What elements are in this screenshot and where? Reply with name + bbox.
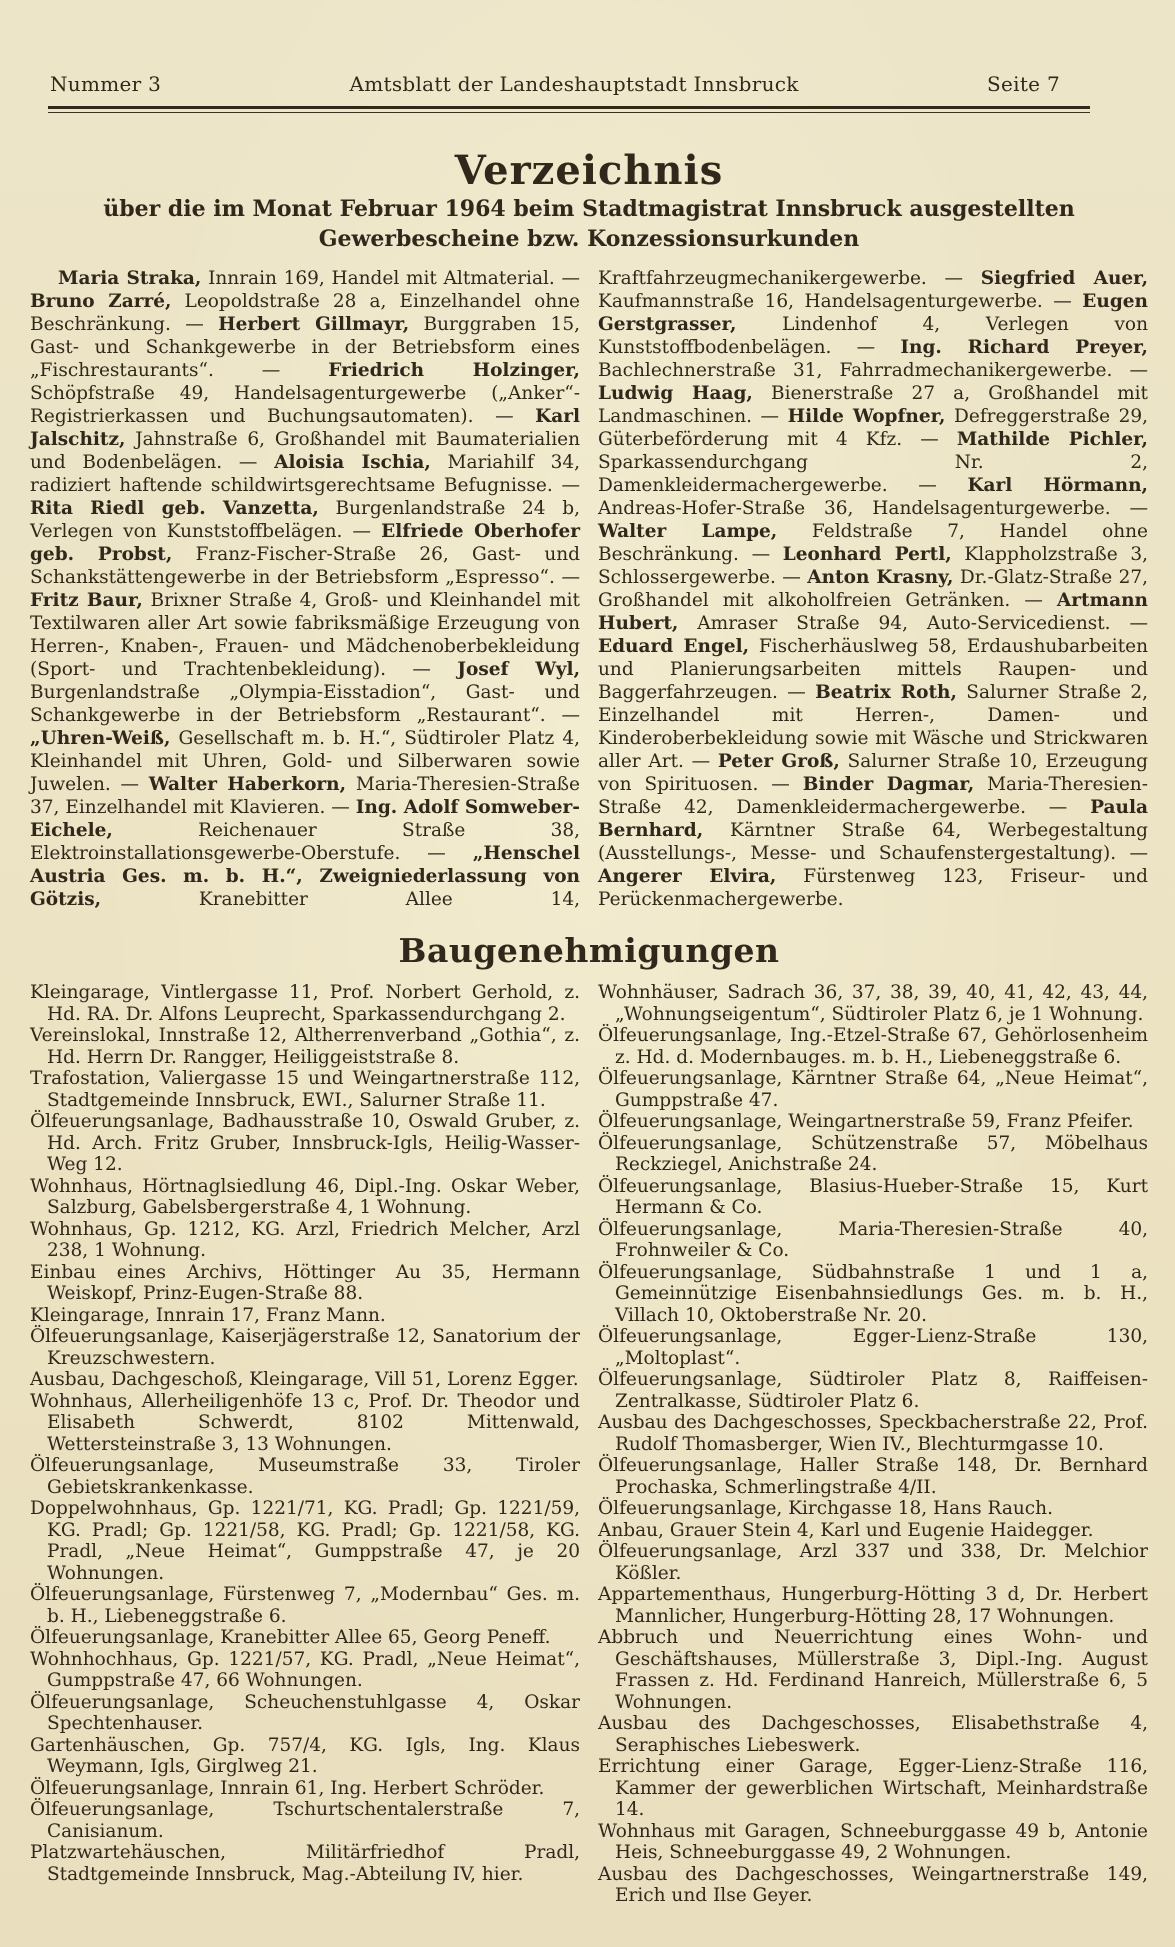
entry-name: Karl Jalschitz, (30, 406, 580, 450)
permit-item: Ölfeuerungsanlage, Haller Straße 148, Dr. Bernhard Prochaska, Schmerlingstraße 4/II. (598, 1455, 1148, 1498)
permit-item: Ausbau, Dachgeschoß, Kleingarage, Vill 51, Lorenz Egger. (30, 1369, 579, 1390)
directory-entries (30, 267, 1148, 911)
entry-name: Friedrich Holzinger, (328, 360, 580, 381)
journal-title: Amtsblatt der Landeshauptstadt Innsbruck (349, 72, 799, 96)
permit-item: Ölfeuerungsanlage, Tschurtschentalerstraße 7, Canisianum. (30, 1799, 580, 1842)
entry-name: Paula Bernhard, (598, 797, 1149, 841)
entry-name: „Henschel Austria Ges. m. b. H.“, Zweigniederlassung von Götzis, (30, 843, 580, 910)
entry-name: Bruno Zarré, (30, 291, 172, 312)
entry-name: Anton Krasny, (807, 567, 954, 588)
permit-item: Ölfeuerungsanlage, Innrain 61, Ing. Herbert Schröder. (30, 1777, 545, 1799)
entry-name: Eduard Engel, (598, 636, 750, 657)
entry-name: Leonhard Pertl, (782, 544, 952, 565)
entry-name: Rita Riedl geb. Vanzetta, (30, 498, 319, 519)
permits-section (30, 931, 1148, 1907)
permits-title: Baugenehmigungen (398, 931, 780, 970)
permit-item: Ölfeuerungsanlage, Blasius-Hueber-Straße 15, Kurt Hermann & Co. (598, 1175, 1148, 1218)
permit-item: Wohnhaus, Allerheiligenhöfe 13 c, Prof. Dr. Theodor und Elisabeth Schwerdt, 8102 Mittenwald, Wettersteinstraße 3, 13 Wohnungen. (30, 1390, 580, 1455)
permit-item: Ölfeuerungsanlage, Fürstenweg 7, „Modernbau“ Ges. m. b. H., Liebeneggstraße 6. (30, 1584, 580, 1627)
permit-item: Ölfeuerungsanlage, Egger-Lienz-Straße 130, „Moltoplast“. (598, 1326, 1148, 1369)
issue-number: Nummer 3 (50, 72, 162, 96)
permit-item: Gartenhäuschen, Gp. 757/4, KG. Igls, Ing. Klaus Weymann, Igls, Girglweg 21. (30, 1734, 580, 1777)
entry-name: Peter Groß, (717, 751, 840, 772)
directory-title: Verzeichnis (454, 147, 724, 194)
permit-item: Trafostation, Valiergasse 15 und Weingartnerstraße 112, Stadtgemeinde Innsbruck, EWI., Salurner Straße 11. (30, 1068, 580, 1111)
permit-item: Ölfeuerungsanlage, Kirchgasse 18, Hans Rauch. (598, 1498, 1053, 1519)
permit-item: Ölfeuerungsanlage, Scheuchenstuhlgasse 4, Oskar Spechtenhauser. (30, 1691, 580, 1734)
permit-item: Wohnhochhaus, Gp. 1221/57, KG. Pradl, „Neue Heimat“, Gumppstraße 47, 66 Wohnungen. (30, 1648, 580, 1691)
permit-item: Wohnhaus mit Garagen, Schneeburggasse 49 b, Antonie Heis, Schneeburggasse 49, 2 Wohnungen. (598, 1820, 1148, 1863)
permit-item: Ausbau des Dachgeschosses, Weingartnerstraße 149, Erich und Ilse Geyer. (598, 1863, 1148, 1906)
permit-item: Kleingarage, Vintlergasse 11, Prof. Norbert Gerhold, z. Hd. RA. Dr. Alfons Leuprecht, Sparkassendurchgang 2. (30, 982, 580, 1025)
permit-item: Wohnhaus, Hörtnaglsiedlung 46, Dipl.-Ing. Oskar Weber, Salzburg, Gabelsbergerstraße 4, 1 Wohnung. (30, 1175, 580, 1218)
entry-name: Josef Wyl, (457, 659, 581, 680)
entry-name: Eugen Gerstgrasser, (598, 291, 1148, 335)
entry-name: Ludwig Haag, (598, 383, 753, 404)
entry-name: Siegfried Auer, (980, 268, 1149, 289)
permit-item: Doppelwohnhaus, Gp. 1221/71, KG. Pradl; Gp. 1221/59, KG. Pradl; Gp. 1221/58, KG. Pradl; Gp. 1221/58, KG. Pradl, „Neue Heimat“, Gumppstraße 47, je 20 Wohnungen. (30, 1498, 580, 1584)
directory-paragraph: Maria Straka, Innrain 169, Handel mit Altmaterial. — Bruno Zarré, Leopoldstraße 28 a, Einzelhandel ohne Beschränkung. — Herbert Gillmayr, Burggraben 15, Gast- und Schankgewerbe in der Betriebsform eines „Fischrestaurants“. — Friedrich Holzinger, Schöpfstraße 49, Handelsagenturgewerbe („Anker“-Registrierkassen und Buchungsautomaten). — Karl Jalschitz, Jahnstraße 6, Großhandel mit Baumaterialien und Bodenbelägen. — Aloisia Ischia, Mariahilf 34, radiziert haftende schildwirtsgerechtsame Befugnisse. — Rita Riedl geb. Vanzetta, Burgenlandstraße 24 b, Verlegen von Kunststoffbelägen. — Elfriede Oberhofer geb. Probst, Franz-Fischer-Straße 26, Gast- und Schankstättengewerbe in der Betriebsform „Espresso“. — Fritz Baur, Brixner Straße 4, Groß- und Kleinhandel mit Textilwaren aller Art sowie fabriksmäßige Erzeugung von Herren-, Knaben-, Frauen- und Mädchenoberbekleidung (Sport- und Trachtenbekleidung). — Josef Wyl, Burgenlandstraße „Olympia-Eisstadion“, Gast- und Schankgewerbe in der Betriebsform „Restaurant“. — „Uhren-Weiß, Gesellschaft m. b. H.“, Südtiroler Platz 4, Kleinhandel mit Uhren, Gold- und Silberwaren sowie Juwelen. — Walter Haberkorn, Maria-Theresien-Straße 37, Einzelhandel mit Klavieren. — Ing. Adolf Somweber-Eichele, Reichenauer Straße 38, Elektroinstallationsgewerbe-Oberstufe. — „Henschel Austria Ges. m. b. H.“, Zweigniederlassung von Götzis, Kranebitter Allee 14, Kraftfahrzeugmechanikergewerbe. — Siegfried Auer, Kaufmannstraße 16, Handelsagenturgewerbe. — Eugen Gerstgrasser, Lindenhof 4, Verlegen von Kunststoffbodenbelägen. — Ing. Richard Preyer, Bachlechnerstraße 31, Fahrradmechanikergewerbe. — Ludwig Haag, Bienerstraße 27 a, Großhandel mit Landmaschinen. — Hilde Wopfner, Defreggerstraße 29, Güterbeförderung mit 4 Kfz. — Mathilde Pichler, Sparkassendurchgang Nr. 2, Damenkleidermachergewerbe. — Karl Hörmann, Andreas-Hofer-Straße 36, Handelsagenturgewerbe. — Walter Lampe, Feldstraße 7, Handel ohne Beschränkung. — Leonhard Pertl, Klappholzstraße 3, Schlossergewerbe. — Anton Krasny, Dr.-Glatz-Straße 27, Großhandel mit alkoholfreien Getränken. — Artmann Hubert, Amraser Straße 94, Auto-Servicedienst. — Eduard Engel, Fischerhäuslweg 58, Erdaushubarbeiten und Planierungsarbeiten mittels Raupen- und Baggerfahrzeugen. — Beatrix Roth, Salurner Straße 2, Einzelhandel mit Herren-, Damen- und Kinderoberbekleidung sowie mit Wäsche und Strickwaren aller Art. — Peter Groß, Salurner Straße 10, Erzeugung von Spirituosen. — Binder Dagmar, Maria-Theresien-Straße 42, Damenkleidermachergewerbe. — Paula Bernhard, Kärntner Straße 64, Werbegestaltung (Ausstellungs-, Messe- und Schaufenstergestaltung). — Angerer Elvira, Fürstenweg 123, Friseur- und Perückenmachergewerbe. (30, 268, 1149, 910)
permit-item: Ölfeuerungsanlage, Maria-Theresien-Straße 40, Frohnweiler & Co. (598, 1218, 1148, 1261)
permit-item: Kleingarage, Innrain 17, Franz Mann. (30, 1304, 386, 1326)
permit-item: Ölfeuerungsanlage, Arzl 337 und 338, Dr. Melchior Kößler. (598, 1541, 1148, 1584)
entry-name: Mathilde Pichler, (956, 429, 1148, 450)
entry-name: Maria Straka, (58, 268, 202, 289)
entry-name: Hilde Wopfner, (787, 406, 946, 427)
entry-name: Fritz Baur, (30, 590, 143, 611)
permit-item: Ölfeuerungsanlage, Badhausstraße 10, Oswald Gruber, z. Hd. Arch. Fritz Gruber, Innsbruck-Igls, Heilig-Wasser-Weg 12. (30, 1111, 580, 1175)
permit-item: Ölfeuerungsanlage, Schützenstraße 57, Möbelhaus Reckziegel, Anichstraße 24. (598, 1132, 1148, 1175)
directory-subtitle-line2: Gewerbescheine bzw. Konzessionsurkunden (318, 225, 860, 252)
permit-item: Ölfeuerungsanlage, Weingartnerstraße 59, Franz Pfeifer. (598, 1111, 1134, 1132)
masthead-rule (48, 106, 1090, 113)
entry-name: Ing. Adolf Somweber-Eichele, (30, 797, 580, 841)
permit-item: Anbau, Grauer Stein 4, Karl und Eugenie Haidegger. (598, 1519, 1094, 1541)
directory-subtitle-line1: über die im Monat Februar 1964 beim Stadtmagistrat Innsbruck ausgestellten (103, 196, 1075, 222)
entry-name: Artmann Hubert, (598, 590, 1148, 634)
permit-item: Appartementhaus, Hungerburg-Hötting 3 d, Dr. Herbert Mannlicher, Hungerburg-Hötting 28, 17 Wohnungen. (598, 1584, 1148, 1627)
permit-item: Ausbau des Dachgeschosses, Speckbacherstraße 22, Prof. Rudolf Thomasberger, Wien IV., Blechturmgasse 10. (598, 1412, 1148, 1455)
permit-item: Platzwartehäuschen, Militärfriedhof Pradl, Stadtgemeinde Innsbruck, Mag.-Abteilung IV, hier. (30, 1842, 580, 1885)
permit-item: Vereinslokal, Innstraße 12, Altherrenverband „Gothia“, z. Hd. Herrn Dr. Rangger, Heiliggeiststraße 8. (30, 1025, 580, 1068)
permit-item: Ölfeuerungsanlage, Ing.-Etzel-Straße 67, Gehörlosenheim z. Hd. d. Modernbauges. m. b. H., Liebeneggstraße 6. (598, 1025, 1148, 1068)
entry-name: Beatrix Roth, (815, 682, 957, 703)
entry-name: „Uhren-Weiß, (30, 728, 171, 749)
permit-item: Wohnhäuser, Sadrach 36, 37, 38, 39, 40, 41, 42, 43, 44, „Wohnungseigentum“, Südtiroler Platz 6, je 1 Wohnung. (598, 982, 1148, 1025)
entry-name: Ing. Richard Preyer, (900, 337, 1148, 358)
entry-name: Aloisia Ischia, (274, 452, 431, 473)
entry-name: Herbert Gillmayr, (218, 314, 410, 335)
directory-section (30, 147, 1148, 911)
permit-item: Wohnhaus, Gp. 1212, KG. Arzl, Friedrich Melcher, Arzl 238, 1 Wohnung. (30, 1218, 580, 1261)
permit-item: Ölfeuerungsanlage, Südbahnstraße 1 und 1 a, Gemeinnützige Eisenbahnsiedlungs Ges. m. b. H., Villach 10, Oktoberstraße Nr. 20. (598, 1261, 1148, 1326)
permit-item: Ölfeuerungsanlage, Südtiroler Platz 8, Raiffeisen-Zentralkasse, Südtiroler Platz 6. (598, 1369, 1148, 1412)
entry-name: Angerer Elvira, (598, 866, 777, 887)
permit-item: Einbau eines Archivs, Höttinger Au 35, Hermann Weiskopf, Prinz-Eugen-Straße 88. (30, 1261, 580, 1304)
permit-item: Ölfeuerungsanlage, Kaiserjägerstraße 12, Sanatorium der Kreuzschwestern. (30, 1326, 580, 1369)
entry-name: Elfriede Oberhofer geb. Probst, (30, 521, 581, 565)
permit-item: Abbruch und Neuerrichtung eines Wohn- und Geschäftshauses, Müllerstraße 3, Dipl.-Ing. August Frassen z. Hd. Ferdinand Hanreich, Müllerstraße 6, 5 Wohnungen. (598, 1627, 1148, 1713)
entry-name: Walter Lampe, (598, 521, 778, 542)
masthead (30, 72, 1148, 96)
entry-name: Walter Haberkorn, (148, 774, 347, 795)
permit-item: Ölfeuerungsanlage, Kranebitter Allee 65, Georg Peneff. (30, 1627, 551, 1648)
permit-item: Errichtung einer Garage, Egger-Lienz-Straße 116, Kammer der gewerblichen Wirtschaft, Meinhardstraße 14. (598, 1756, 1148, 1820)
entry-name: Karl Hörmann, (967, 475, 1148, 496)
permits-list (30, 982, 1148, 1907)
permit-item: Ölfeuerungsanlage, Kärntner Straße 64, „Neue Heimat“, Gumppstraße 47. (598, 1068, 1148, 1111)
permit-item: Ölfeuerungsanlage, Museumstraße 33, Tiroler Gebietskrankenkasse. (30, 1455, 580, 1498)
page-number: Seite 7 (987, 72, 1060, 96)
entry-name: Binder Dagmar, (802, 774, 975, 795)
permit-item: Ausbau des Dachgeschosses, Elisabethstraße 4, Seraphisches Liebeswerk. (598, 1713, 1148, 1756)
